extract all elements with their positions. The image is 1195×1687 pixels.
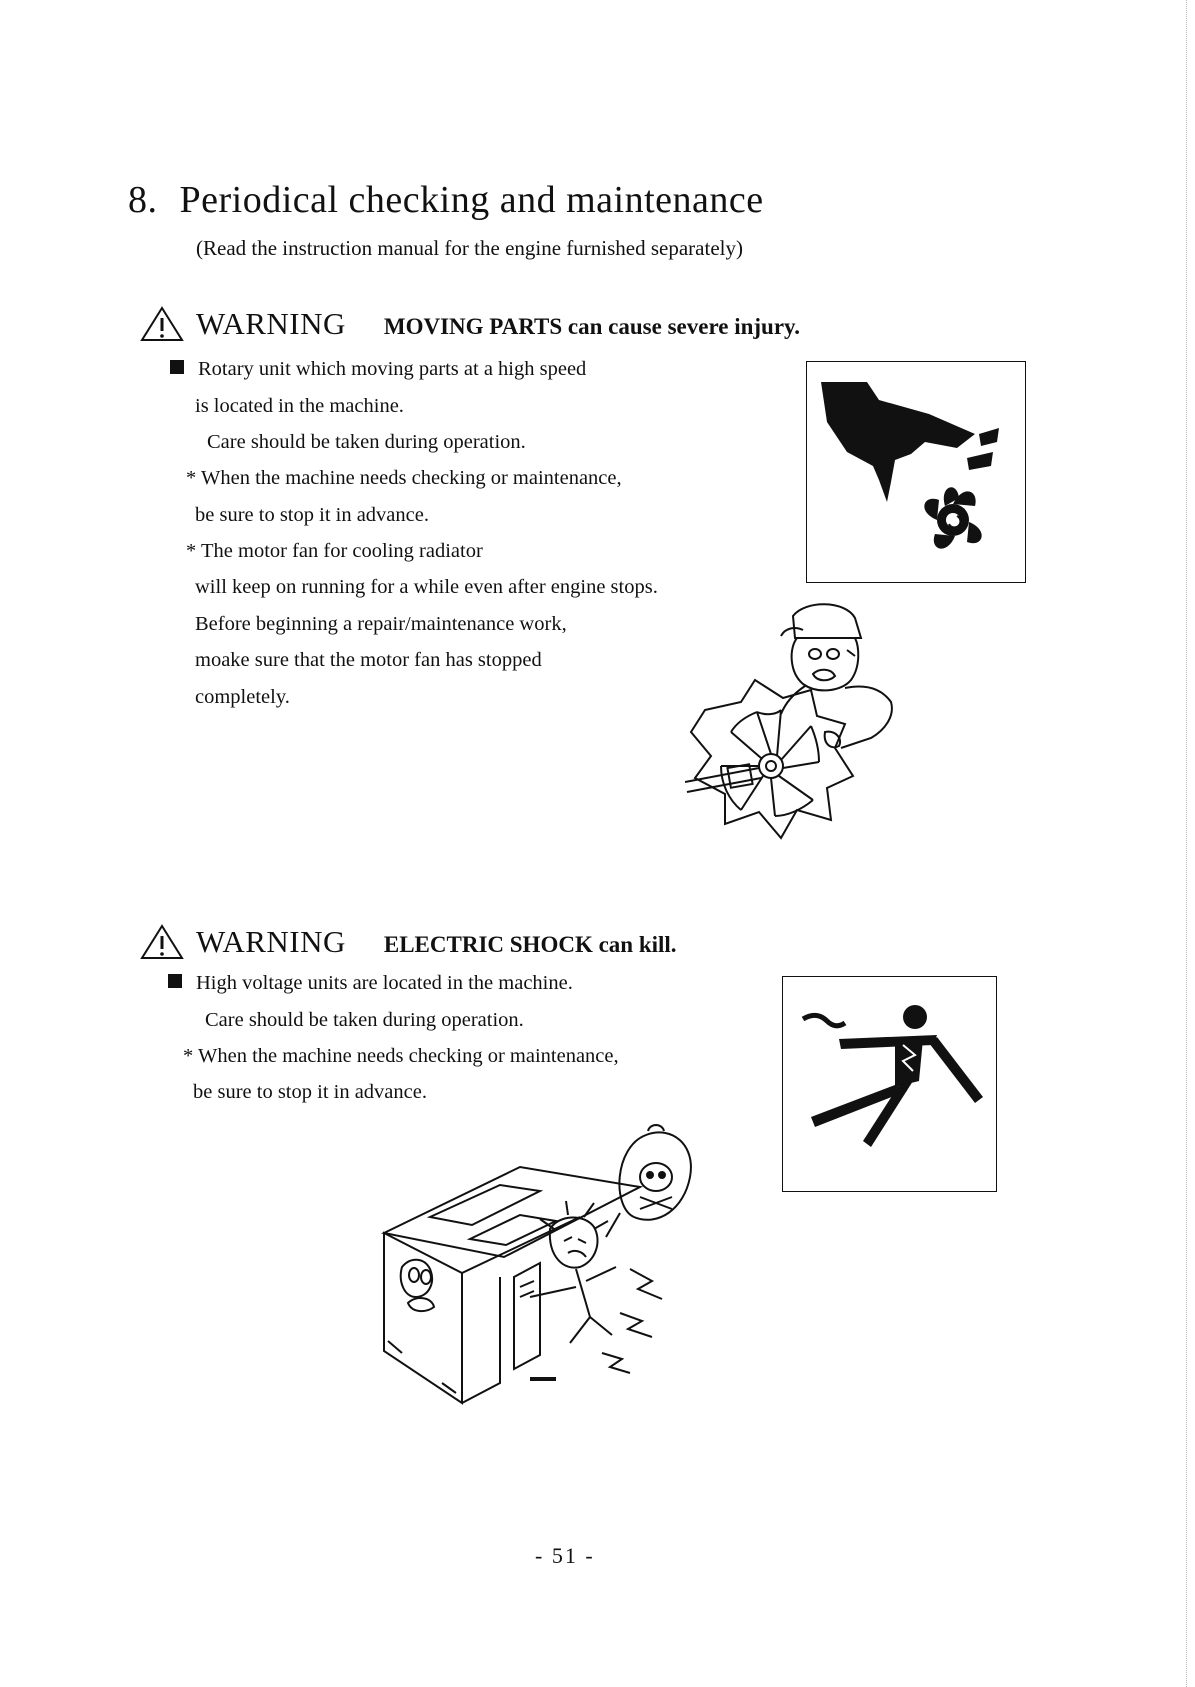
page-number: - 51 - [535, 1543, 595, 1568]
hand-fan-entanglement-sign [806, 361, 1026, 583]
section-subtitle: (Read the instruction manual for the engine furnished separately) [196, 236, 743, 260]
warning-line: Care should be taken during operation. [205, 1009, 524, 1031]
warning-line: High voltage units are located in the machine. [168, 972, 573, 995]
electric-shock-sign [782, 976, 997, 1192]
warning-message: ELECTRIC SHOCK can kill. [383, 932, 677, 957]
worker-fan-illustration [685, 598, 895, 880]
worker-shock-illustration [380, 1117, 712, 1405]
warning-line: be sure to stop it in advance. [195, 504, 429, 526]
section-title-text: Periodical checking and maintenance [179, 179, 764, 221]
warning-line: is located in the machine. [195, 395, 404, 417]
bullet-square-icon [168, 974, 182, 988]
warning-triangle-icon [140, 924, 184, 960]
warning-line: * When the machine needs checking or maintenance, [186, 467, 622, 489]
hand-entanglement-icon [807, 362, 1025, 582]
warning-line: completely. [195, 686, 290, 708]
warning-line: Rotary unit which moving parts at a high speed [170, 358, 586, 381]
warning-label: WARNING [196, 924, 346, 959]
warning-line: will keep on running for a while even after engine stops. [195, 576, 658, 598]
warning-line: * The motor fan for cooling radiator [186, 540, 483, 562]
warning-line: be sure to stop it in advance. [193, 1081, 427, 1103]
warning-triangle-icon [140, 306, 184, 342]
section-number: 8. [128, 179, 158, 221]
warning-line: Before beginning a repair/maintenance work, [195, 613, 567, 635]
bullet-square-icon [170, 360, 184, 374]
warning-line: moake sure that the motor fan has stopped [195, 649, 542, 671]
warning-line: Care should be taken during operation. [207, 431, 526, 453]
warning-header-moving-parts [140, 306, 800, 342]
warning-header-electric-shock [140, 924, 677, 960]
warning-label: WARNING [196, 306, 346, 341]
electric-shock-icon [783, 977, 996, 1191]
section-title [128, 178, 764, 222]
scan-edge-line [1186, 0, 1187, 1687]
warning-line: * When the machine needs checking or maintenance, [183, 1045, 619, 1067]
warning-message: MOVING PARTS can cause severe injury. [383, 314, 801, 339]
